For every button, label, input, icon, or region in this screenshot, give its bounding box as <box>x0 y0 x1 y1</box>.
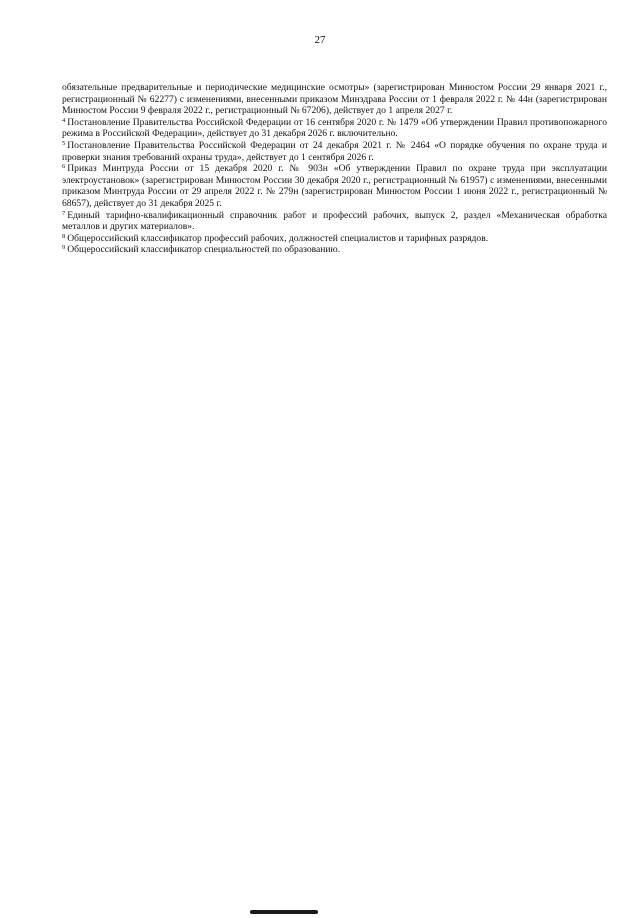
footnote-text: Постановление Правительства Российской Федерации от 16 сентября 2020 г. № 1479 «Об утверждении Правил противопожарного режима в Российской Федерации», действует до 31 декабря 2026 г. включительно. <box>62 116 607 140</box>
footnote-marker: 4 <box>62 116 66 124</box>
footnote-8 <box>62 233 607 245</box>
footnote-6 <box>62 163 607 209</box>
footnotes-section <box>62 82 607 256</box>
footnote-text: Приказ Минтруда России от 15 декабря 2020 г. № 903н «Об утверждении Правил по охране труда при эксплуатации электроустановок» (зарегистрирован Минюстом России 30 декабря 2020 г., регистрационный № 61957) с изменениями, внесенными приказом Минтруда России от 29 апреля 2022 г. № 279н (зарегистрирован Минюстом России 1 июня 2022 г., регистрационный № 68657), действует до 31 декабря 2025 г. <box>62 163 607 209</box>
footnote-5 <box>62 140 607 163</box>
footnote-continuation <box>62 82 607 117</box>
footnote-7 <box>62 210 607 233</box>
footnote-text: Постановление Правительства Российской Федерации от 24 декабря 2021 г. № 2464 «О порядке обучения по охране труда и проверки знания требований охраны труда», действует до 1 сентября 2026 г. <box>62 139 607 163</box>
footnote-marker: 5 <box>62 139 66 147</box>
footnote-text: обязательные предварительные и периодические медицинские осмотры» (зарегистрирован Минюстом России 29 января 2021 г., регистрационный № 62277) с изменениями, внесенными приказом Минздрава России от 1 февраля 2022 г. № 44н (зарегистрирован Минюстом России 9 февраля 2022 г., регистрационный № 67206), действует до 1 апреля 2027 г. <box>62 82 607 117</box>
footnote-marker: 7 <box>62 209 66 217</box>
footnote-text: Единый тарифно-квалификационный справочник работ и профессий рабочих, выпуск 2, раздел «Механическая обработка металлов и других материалов». <box>62 209 607 233</box>
footnote-marker: 9 <box>62 244 66 252</box>
footnote-marker: 6 <box>62 163 66 171</box>
footnote-4 <box>62 117 607 140</box>
footnote-text: Общероссийский классификатор профессий рабочих, должностей специалистов и тарифных разрядов. <box>67 232 489 244</box>
scan-artifact <box>250 910 318 914</box>
footnote-text: Общероссийский классификатор специальностей по образованию. <box>67 244 341 256</box>
page-number: 27 <box>314 34 326 46</box>
footnote-marker: 8 <box>62 232 66 240</box>
footnote-9 <box>62 244 607 256</box>
